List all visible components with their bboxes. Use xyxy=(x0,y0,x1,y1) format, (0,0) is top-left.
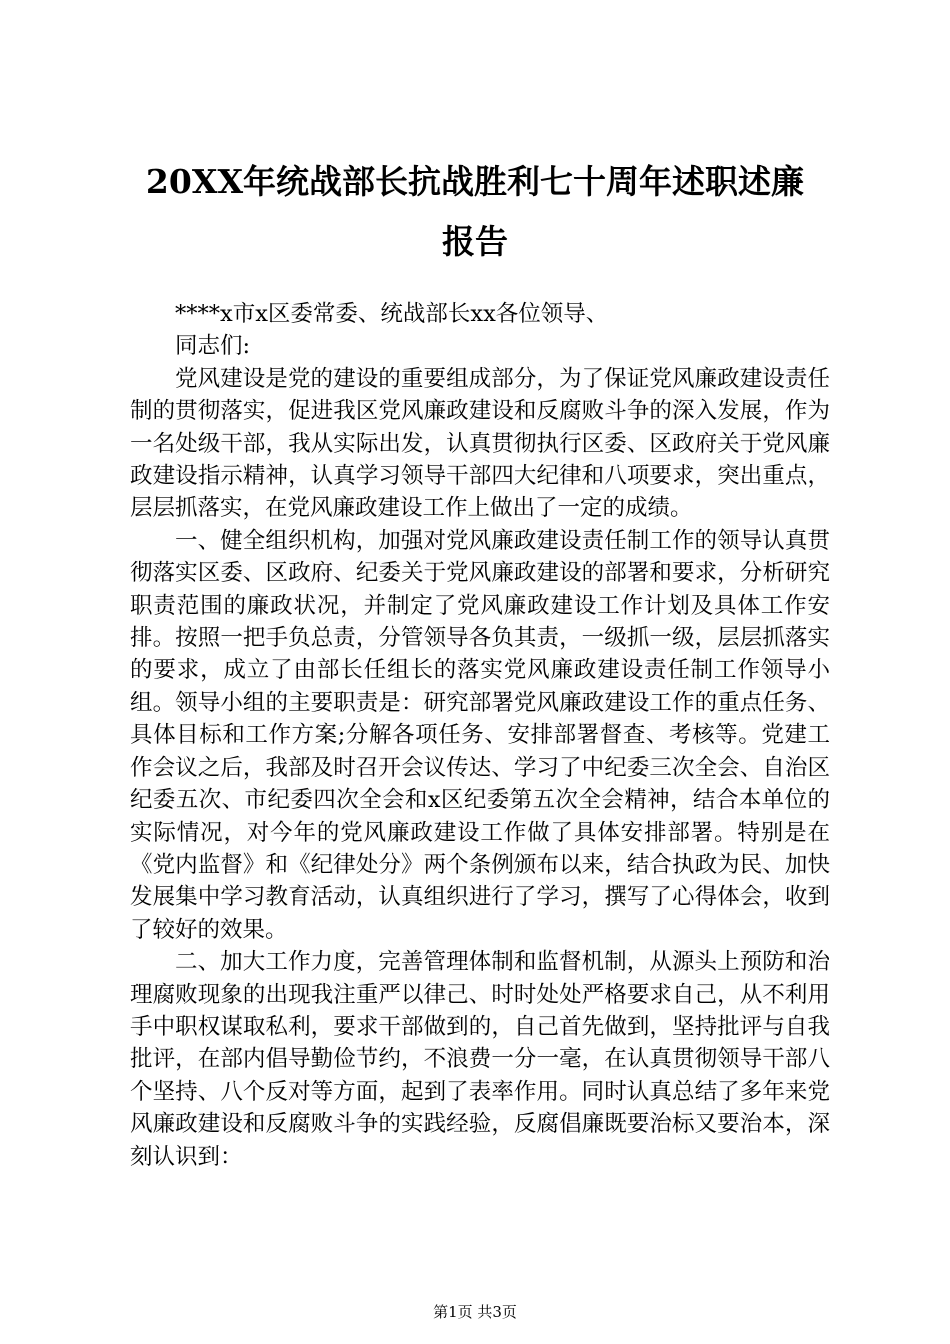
document-title-line-2: 报告 xyxy=(442,222,508,261)
author-line: ****x市x区委常委、统战部长xx各位领导、 xyxy=(175,301,609,327)
document-body xyxy=(130,298,830,1173)
document-title-line-1: 20XX年统战部长抗战胜利七十周年述职述廉 xyxy=(145,162,805,201)
paragraph-intro: 党风建设是党的建设的重要组成部分，为了保证党风廉政建设责任制的贯彻落实，促进我区党风廉政建设和反腐败斗争的深入发展，作为一名处级干部，我从实际出发，认真贯彻执行区委、区政府关于党风廉政建设指示精神，认真学习领导干部四大纪律和八项要求，突出重点，层层抓落实，在党风廉政建设工作上做出了一定的成绩。 xyxy=(130,365,830,522)
paragraph-section-2: 二、加大工作力度，完善管理体制和监督机制，从源头上预防和治理腐败现象的出现我注重严以律己、时时处处严格要求自己，从不利用手中职权谋取私利，要求干部做到的，自己首先做到，坚持批评与自我批评，在部内倡导勤俭节约，不浪费一分一毫，在认真贯彻领导干部八个坚持、八个反对等方面，起到了表率作用。同时认真总结了多年来党风廉政建设和反腐败斗争的实践经验，反腐倡廉既要治标又要治本，深刻认识到： xyxy=(130,949,830,1170)
greeting: 同志们: xyxy=(175,333,251,360)
paragraph-section-1: 一、健全组织机构，加强对党风廉政建设责任制工作的领导认真贯彻落实区委、区政府、纪委关于党风廉政建设的部署和要求，分析研究职责范围的廉政状况，并制定了党风廉政建设工作计划及具体工作安排。按照一把手负总责，分管领导各负其责，一级抓一级，层层抓落实的要求，成立了由部长任组长的落实党风廉政建设责任制工作领导小组。领导小组的主要职责是：研究部署党风廉政建设工作的重点任务、具体目标和工作方案;分解各项任务、安排部署督查、考核等。党建工作会议之后，我部及时召开会议传达、学习了中纪委三次全会、自治区纪委五次、市纪委四次全会和x区纪委第五次全会精神，结合本单位的实际情况，对今年的党风廉政建设工作做了具体安排部署。特别是在《党内监督》和《纪律处分》两个条例颁布以来，结合执政为民、加快发展集中学习教育活动，认真组织进行了学习，撰写了心得体会，收到了较好的效果。 xyxy=(130,527,830,943)
page-footer: 第1页 共3页 xyxy=(433,1303,517,1321)
